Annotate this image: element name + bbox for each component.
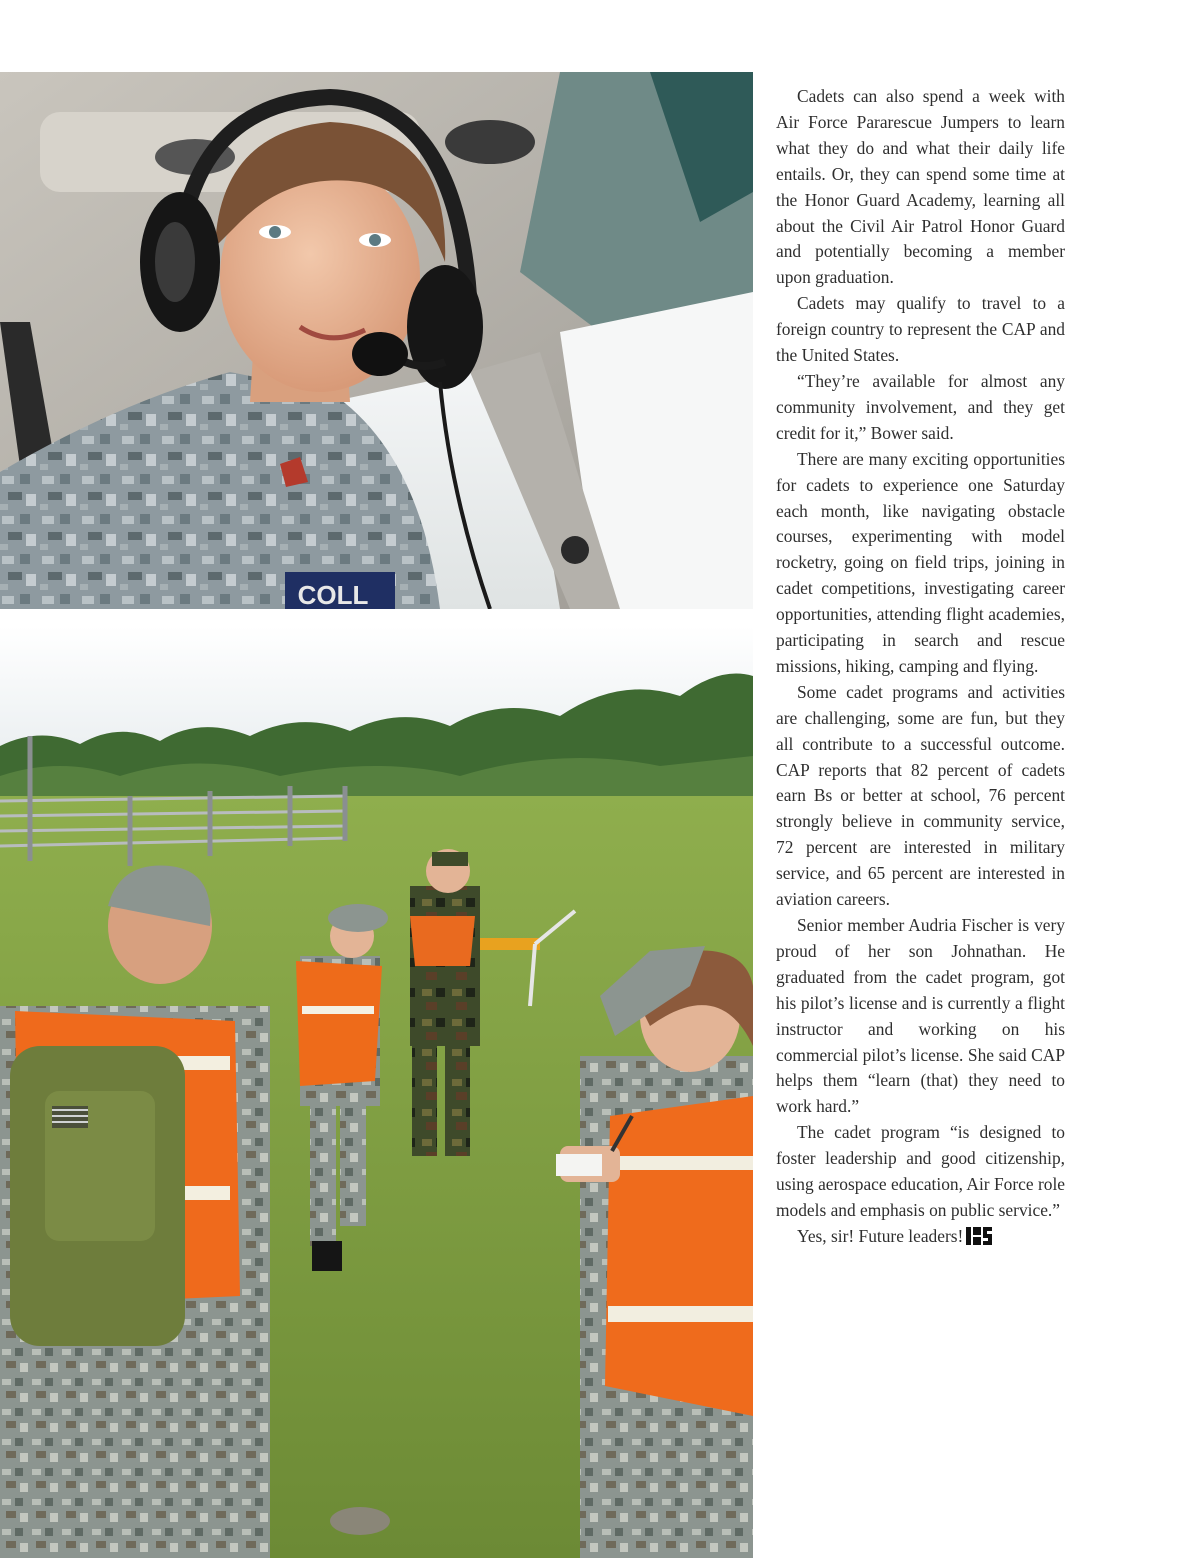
nametape-text: COLL — [297, 580, 369, 609]
field-cadets-illustration — [0, 626, 753, 1558]
article-closing-text: Yes, sir! Future leaders! — [797, 1225, 964, 1246]
article-paragraph: Senior member Audria Fischer is very proud of her son Johnathan. He graduated from the cadet program, got his pilot’s license and is currently a flight instructor and working on his commercial pilot’s license. She said CAP helps them “learn (that) they need to work hard.” — [776, 915, 1065, 1117]
cockpit-cadet-photo — [0, 72, 753, 609]
article-paragraph: Cadets can also spend a week with Air Force Pararescue Jumpers to learn what they do and what their daily life entails. Or, they can spend some time at the Honor Guard Academy, learning all about the Civil Air Patrol Honor Guard and potentially becoming a member upon graduation. — [776, 86, 1065, 288]
article-body — [776, 84, 1065, 1250]
article-paragraph: The cadet program “is designed to foster leadership and good citizenship, using aerospace education, Air Force role models and emphasis on public service.” — [776, 1122, 1065, 1220]
article-paragraph: “They’re available for almost any community involvement, and they get credit for it,” Bower said. — [776, 370, 1065, 443]
article-paragraph: Some cadet programs and activities are challenging, some are fun, but they all contribute to a successful outcome. CAP reports that 82 percent of cadets earn Bs or better at school, 76 percent strongly believe in community service, 72 percent are interested in military service, and 65 percent are interested in aviation careers. — [776, 681, 1065, 910]
magazine-end-mark-icon — [966, 1227, 992, 1245]
article-closing-paragraph — [776, 1224, 1065, 1250]
article-paragraph: Cadets may qualify to travel to a foreign country to represent the CAP and the United States. — [776, 293, 1065, 366]
cockpit-cadet-illustration — [0, 72, 753, 609]
article-paragraph: There are many exciting opportunities for cadets to experience one Saturday each month, like navigating obstacle courses, experimenting with model rocketry, going on field trips, joining in cadet competitions, investigating career opportunities, attending flight academies, participating in search and rescue missions, hiking, camping and flying. — [776, 448, 1065, 676]
field-cadets-photo — [0, 626, 753, 1558]
